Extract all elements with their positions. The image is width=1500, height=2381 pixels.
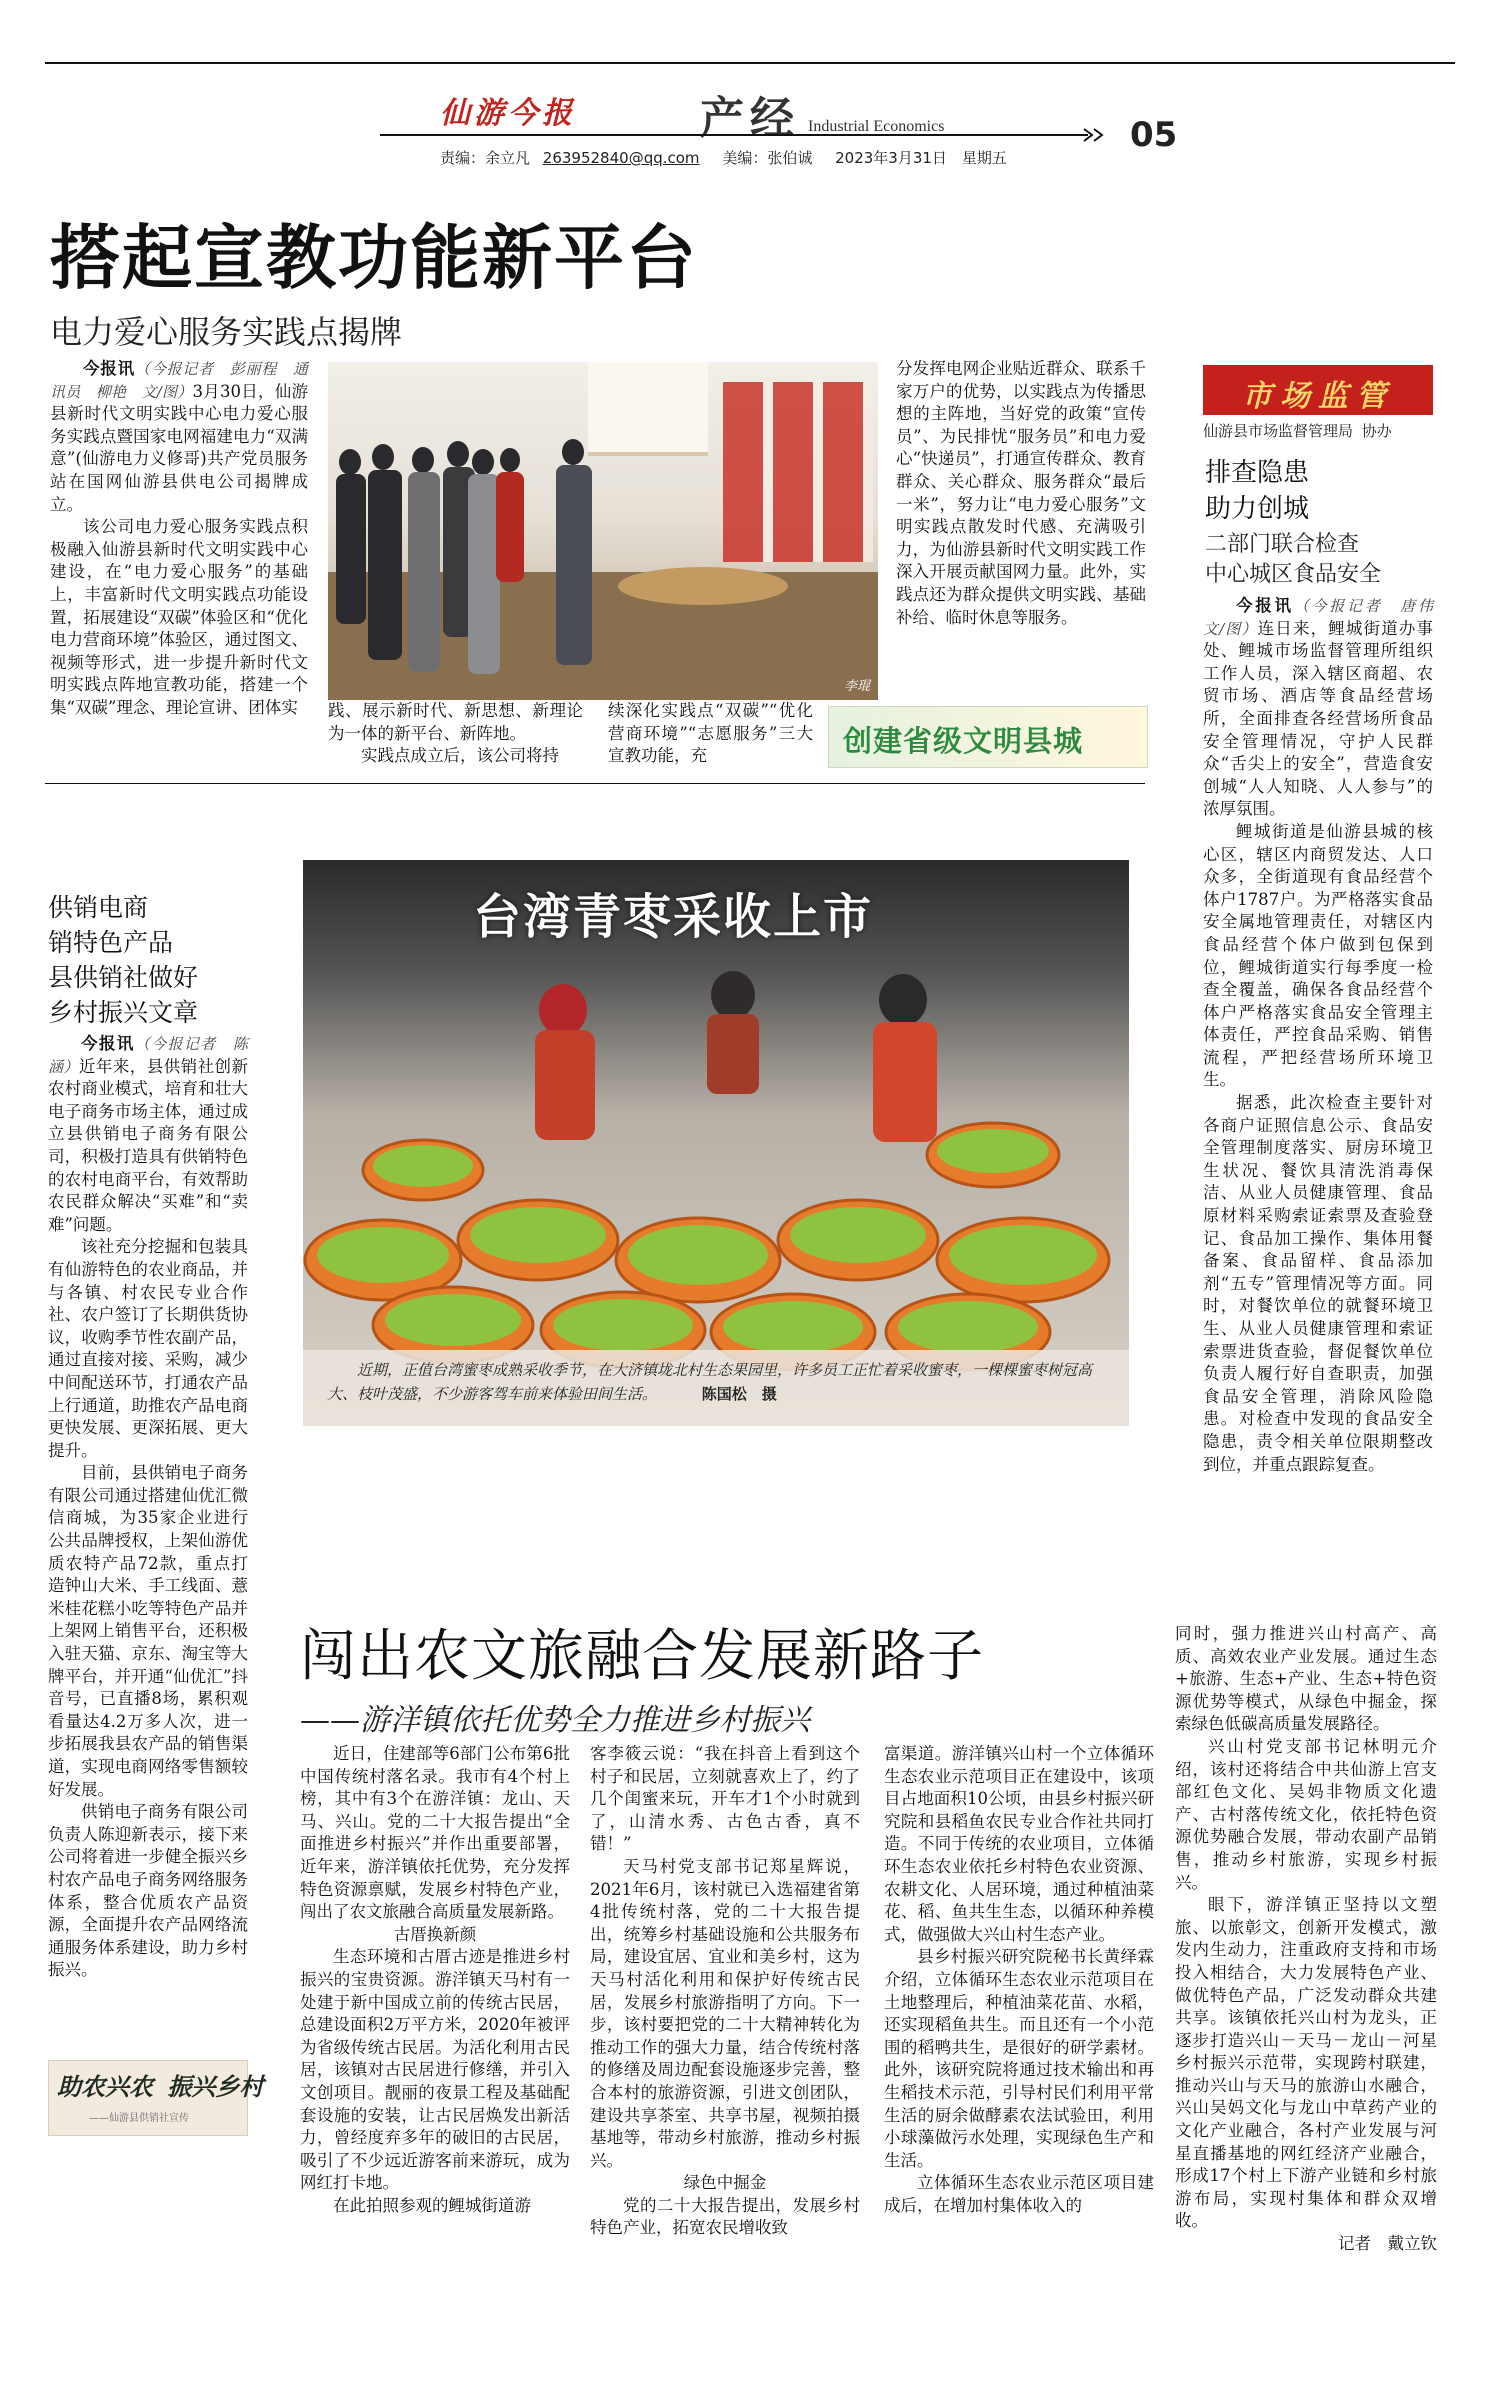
coop-title-4: 乡村振兴文章 — [48, 998, 199, 1027]
jujube-photo-credit: 陈国松 摄 — [701, 1385, 777, 1403]
market-byline: 今报讯 — [1236, 596, 1294, 615]
coop-paragraph-2: 该社充分挖掘和包装具有仙游特色的农业商品，并与各镇、村农民专业合作社、农户签订了长期供货协议，收购季节性农副产品，通过直接对接、采购，减少中间配送环节，打通农产品上行通道，助推农产品电商更快发展、更深拓展、更大提升。 — [48, 1237, 248, 1460]
section-title: 产经 — [700, 93, 800, 144]
coop-stamp-slogan — [57, 2067, 263, 2102]
village-col1-paragraph-3: 在此拍照参观的鲤城街道游 — [333, 2195, 531, 2215]
village-col3-paragraph-1: 富渠道。游洋镇兴山村一个立体循环生态农业示范项目正在建设中，该项目占地面积10公顷，由县乡村振兴研究院和县稻鱼农民专业合作社共同打造。不同于传统的农业项目，立体循环生态农业依托乡村特色农业资源、农耕文化、人居环境，通过种植油菜花、稻、鱼共生生态，以循环种养模式，做强做大兴山村生态产业。 — [884, 1744, 1154, 1944]
market-paragraph-1: 连日来，鲤城街道办事处、鲤城市场监督管理所组织工作人员，深入辖区商超、农贸市场、酒店等食品经营场所，全面排查各经营场所食品安全管理情况，守护人民群众“舌尖上的安全”，营造食安创城“人人知晓、人人参与”的浓厚氛围。 — [1203, 618, 1433, 819]
coop-headline — [48, 890, 198, 1030]
market-paragraph-2: 鲤城街道是仙游县城的核心区，辖区内商贸发达、人口众多，全街道现有食品经营个体户1787户。为严格落实食品安全属地管理责任，对辖区内食品经营个体户做到包保到位，鲤城街道实行每季度一检查全覆盖，确保各食品经营个体户严格落实食品安全管理主体责任，严控食品采购、销售流程，严把经营场所环境卫生。 — [1203, 821, 1433, 1090]
lead-photo — [328, 362, 878, 700]
issue-date: 2023年3月31日 星期五 — [835, 149, 1007, 167]
village-column-4 — [1175, 1623, 1437, 2256]
market-sub-1: 二部门联合检查 — [1205, 532, 1360, 557]
market-label: 市场监管 — [1242, 379, 1394, 414]
fruit-baskets — [303, 940, 1129, 1350]
village-col2-paragraph-3: 党的二十大报告提出，发展乡村特色产业，拓宽农民增收致 — [590, 2195, 860, 2238]
lead-byline-note: （今报记者 彭丽程 通讯员 柳艳 文/图） — [50, 360, 308, 401]
coop-title-2: 销特色产品 — [48, 928, 174, 957]
lead-bottom-rule — [45, 783, 1145, 784]
coop-title-1: 供销电商 — [48, 893, 149, 922]
market-headline — [1205, 455, 1309, 527]
village-subhead: ——游洋镇依托优势全力推进乡村振兴 — [300, 1703, 810, 1738]
market-sub-2: 中心城区食品安全 — [1205, 562, 1382, 587]
coop-stamp-text-1: 助农兴农 — [57, 2072, 153, 2101]
editor-name: 责编：余立凡 — [440, 149, 531, 167]
village-column-1 — [300, 1743, 570, 2217]
village-col2-paragraph-1: 客李筱云说：“我在抖音上看到这个村子和民居，立刻就喜欢上了，约了几个闺蜜来玩，开车才1个小时就到了，山清水秀、古色古香，真不错！” — [590, 1744, 860, 1854]
jujube-photo — [303, 860, 1129, 1426]
coop-title-3: 县供销社做好 — [48, 963, 199, 992]
civilization-banner-text: 创建省级文明县城 — [843, 724, 1084, 758]
lead-paragraph-1: 3月30日，仙游县新时代文明实践中心电力爱心服务实践点暨国家电网福建电力“双满意”(仙游电力义修哥)共产党员服务站在国网仙游县供电公司揭牌成立。 — [50, 381, 308, 514]
coop-stamp — [48, 2060, 264, 2136]
market-org-line — [1203, 420, 1392, 441]
village-col2-paragraph-2: 天马村党支部书记郑星辉说，2021年6月，该村就已入选福建省第4批传统村落，党的二十大报告提出，统筹乡村基础设施和公共服务布局，建设宜居、宜业和美乡村，这为天马村活化利用和保护好传统古民居，发展乡村旅游指明了方向。下一步，该村要把党的二十大精神转化为推动工作的强大力量，结合传统村落的修缮及周边配套设施逐步完善，整合本村的旅游资源，引进文创团队，建设共享茶室、共享书屋，视频拍摄基地等，带动乡村旅游，推动乡村振兴。 — [590, 1856, 860, 2170]
lead-subhead: 电力爱心服务实践点揭牌 — [50, 313, 403, 351]
lead-byline: 今报讯 — [83, 359, 135, 378]
coop-stamp-note: ——仙游县供销社宣传 — [89, 2113, 189, 2124]
jujube-caption — [327, 1358, 1107, 1406]
village-col3-paragraph-3: 立体循环生态农业示范区项目建成后，在增加村集体收入的 — [884, 2173, 1154, 2215]
jujube-photo-title: 台湾青枣采收上市 — [473, 889, 874, 945]
village-subtitle-old-houses: 古厝换新颜 — [393, 1924, 477, 1944]
section-title-en: Industrial Economics — [808, 118, 945, 135]
coop-body — [48, 1033, 248, 2043]
lead-column-3 — [608, 700, 813, 768]
lead-photo-credit: 李琨 — [843, 679, 870, 694]
market-title-2: 助力创城 — [1205, 494, 1310, 524]
market-paragraph-3: 据悉，此次检查主要针对各商户证照信息公示、食品安全管理制度落实、厨房环境卫生状况、餐饮具清洗消毒保洁、从业人员健康管理、食品原材料采购索证索票及查验登记、食品加工操作、集体用餐备案、食品留样、食品添加剂“五专”管理情况等方面。同时，对餐饮单位的就餐环境卫生、从业人员健康管理和索证索票进货查验，督促餐饮单位负责人履行好自查职责，加强食品安全管理，消除风险隐患。对检查中发现的食品安全隐患，责令相关单位限期整改到位，并重点跟踪复查。 — [1203, 1093, 1433, 1474]
village-col4-paragraph-3: 眼下，游洋镇正坚持以文塑旅、以旅彰文，创新开发模式，激发内生动力，注重政府支持和市场投入相结合，大力发展特色产业、做优特色产品，广泛发动群众共建共享。该镇依托兴山村为龙头，正逐步打造兴山－天马－龙山－河星乡村振兴示范带，实现跨村联建，推动兴山与天马的旅游山水融合，兴山吴妈文化与龙山中草药产业的文化产业融合，各村产业发展与河星直播基地的网红经济产业融合，形成17个村上下游产业链和乡村旅游布局，实现村集体和群众双增收。 — [1175, 1895, 1437, 2231]
village-reporter: 记者 戴立钦 — [1338, 2234, 1437, 2254]
coop-paragraph-1: 近年来，县供销社创新农村商业模式，培育和壮大电子商务市场主体，通过成立县供销电子商务有限公司，积极打造具有供销特色的农村电商平台，有效帮助农民群众解决“买难”和“卖难”问题。 — [48, 1056, 248, 1234]
coop-stamp-text-2: 振兴乡村 — [167, 2072, 264, 2101]
village-col4-paragraph-2: 兴山村党支部书记林明元介绍，该村还将结合中共仙游上宫支部红色文化、吴妈非物质文化遗产、古村落传统文化，依托特色资源优势融合发展，带动农副产品销售，推动乡村旅游，实现乡村振兴。 — [1175, 1736, 1437, 1892]
lead-column-1 — [50, 358, 308, 778]
village-headline: 闯出农文旅融合发展新路子 — [300, 1624, 984, 1689]
editors-line — [440, 147, 1007, 168]
lead-col2-paragraph-b: 实践点成立后，该公司将持 — [361, 746, 559, 766]
coop-paragraph-3: 目前，县供销电子商务有限公司通过搭建仙优汇微信商城，为35家企业进行公共品牌授权，上架仙游优质农特产品72款，重点打造钟山大米、手工线面、薏米桂花糕小吃等特色产品并上架网上销售平台，还积极入驻天猫、京东、淘宝等大牌平台，并开通“仙优汇”抖音号，已直播8场，累积观看量达4.2万多人次，进一步拓展我县农产品的销售渠道，实现电商网络零售额较好发展。 — [48, 1463, 248, 1799]
village-col1-paragraph-2: 生态环境和古厝古迹是推进乡村振兴的宝贵资源。游洋镇天马村有一处建于新中国成立前的传统古民居，总建设面积2万平方米，2020年被评为省级传统古民居。为活化利用古民居，该镇对古民居进行修缮，并引入文创项目。靓丽的夜景工程及基础配套设施的安装，让古民居焕发出新活力，曾经度弃多年的破旧的古民居，吸引了不少远近游客前来游玩，成为网红打卡地。 — [300, 1947, 570, 2193]
village-col4-paragraph-1: 同时，强力推进兴山村高产、高质、高效农业产业发展。通过生态+旅游、生态+产业、生态+特色资源优势等模式，从绿色中掘金，探索绿色低碳高质量发展路径。 — [1175, 1624, 1437, 1734]
market-org: 仙游县市场监督管理局 — [1203, 422, 1354, 440]
lead-col4-paragraph: 分发挥电网企业贴近群众、联系千家万户的优势，以实践点为传播思想的主阵地，当好党的政策“宣传员”、为民排忧“服务员”和电力爱心“快递员”，打通宣传群众、教育群众、关心群众、服务群众“最后一米”，努力让“电力爱心服务”文明实践点散发时代感、充满吸引力，为仙游县新时代文明实践工作深入开展贡献国网力量。此外，实践点还为群众提供文明实践、基础补给、临时休息等服务。 — [896, 359, 1146, 627]
people-group — [328, 422, 878, 700]
market-label-box — [1203, 365, 1433, 415]
page-number: 05 — [1130, 115, 1178, 155]
designer-name: 美编：张伯诚 — [722, 149, 813, 167]
village-col3-paragraph-2: 县乡村振兴研究院秘书长黄绎霖介绍，立体循环生态农业示范项目在土地整理后，种植油菜花苗、水稻，还实现稻鱼共生。而且还有一个小范围的稻鸭共生，是很好的研学素材。此外，该研究院将通过技术输出和再生稻技术示范，引导村民们利用平常生活的厨余做酵素农法试验田，利用小球藻做污水处理，实现绿色生产和生活。 — [884, 1947, 1154, 2170]
coop-byline-note: （今报记者 陈涵） — [48, 1035, 248, 1076]
coop-byline: 今报讯 — [81, 1034, 135, 1053]
lead-column-2 — [328, 700, 583, 768]
lead-paragraph-2: 该公司电力爱心服务实践点积极融入仙游县新时代文明实践中心建设，在“电力爱心服务”的基础上，丰富新时代文明实践点功能设置，拓展建设“双碳”体验区和“优化电力营商环境”体验区，通过图文、视频等形式，进一步提升新时代文明实践点阵地宣教功能，搭建一个集“双碳”理念、理论宣讲、团体实 — [50, 517, 308, 717]
editor-email-link[interactable]: 263952840@qq.com — [542, 149, 700, 167]
village-column-2 — [590, 1743, 860, 2240]
lead-col2-paragraph-a: 践、展示新时代、新思想、新理论为一体的新平台、新阵地。 — [328, 701, 583, 743]
market-title-1: 排查隐患 — [1205, 458, 1310, 488]
top-rule — [45, 62, 1455, 64]
civilization-banner — [828, 706, 1148, 768]
lead-column-4 — [896, 358, 1146, 629]
lead-col3-paragraph: 续深化实践点“双碳”“优化营商环境”“志愿服务”三大宣教功能，充 — [608, 701, 813, 766]
market-subhead — [1205, 530, 1381, 590]
market-body — [1203, 595, 1449, 1555]
coop-paragraph-4: 供销电子商务有限公司负责人陈迎新表示，接下来公司将着进一步健全振兴乡村农产品电子商务网络服务体系，整合优质农产品资源，全面提升农产品网络流通服务体系建设，助力乡村振兴。 — [48, 1802, 248, 1980]
village-subtitle-green: 绿色中掘金 — [683, 2173, 767, 2193]
market-co: 协办 — [1361, 422, 1392, 440]
masthead-paper-name: 仙游今报 — [440, 96, 576, 131]
market-byline-note: （今报记者 唐伟 文/图） — [1203, 597, 1449, 638]
village-col1-paragraph-1: 近日，住建部等6部门公布第6批中国传统村落名录。我市有4个村上榜，其中有3个在游洋镇：龙山、天马、兴山。党的二十大报告提出“全面推进乡村振兴”并作出重要部署，近年来，游洋镇依托优势，充分发挥特色资源禀赋，发展乡村特色产业，闯出了农文旅融合高质量发展新路。 — [300, 1744, 570, 1922]
jujube-caption-text: 近期，正值台湾蜜枣成熟采收季节，在大济镇垅北村生态果园里，许多员工正忙着采收蜜枣，一棵棵蜜枣树冠高大、枝叶茂盛，不少游客驾车前来体验田间生活。 — [327, 1361, 1093, 1403]
village-column-3 — [884, 1743, 1154, 2217]
masthead-arrow-line — [380, 128, 1110, 142]
lead-headline: 搭起宣教功能新平台 — [50, 217, 698, 299]
jujube-caption-bar — [303, 1350, 1129, 1426]
